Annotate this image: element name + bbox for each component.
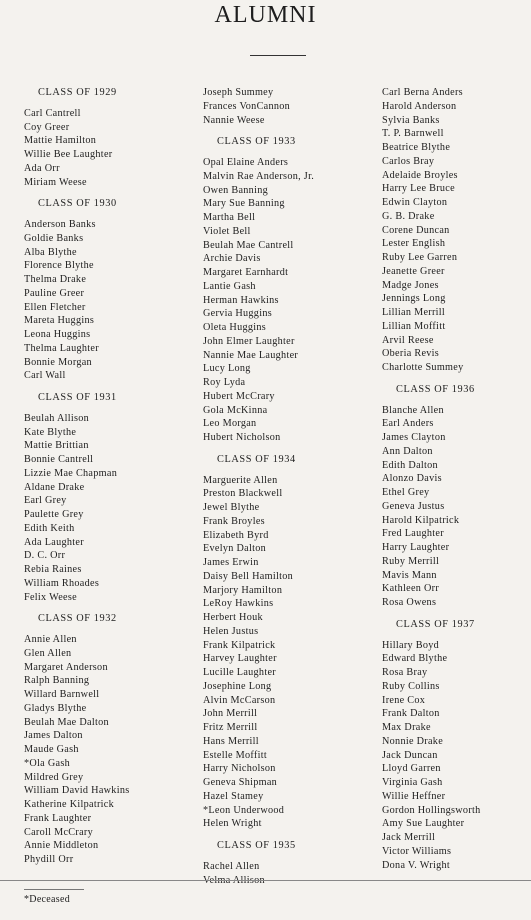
alumni-name: Lloyd Garren xyxy=(382,763,441,775)
alumni-name: Earl Grey xyxy=(24,495,67,507)
alumni-name: G. B. Drake xyxy=(382,210,435,222)
alumni-name: Gordon Hollingsworth xyxy=(382,804,481,816)
alumni-name: Hubert Nicholson xyxy=(203,432,281,443)
alumni-name: Rosa Bray xyxy=(382,667,428,678)
alumni-name: Gladys Blythe xyxy=(24,702,87,714)
alumni-name: Frank Kilpatrick xyxy=(203,639,276,651)
class-heading: CLASS OF 1932 xyxy=(38,613,117,625)
alumni-name: Earl Anders xyxy=(382,418,434,430)
alumni-name: Martha Bell xyxy=(203,212,256,223)
alumni-name: Mavis Mann xyxy=(382,569,437,581)
alumni-name: Fred Laughter xyxy=(382,528,444,540)
alumni-name: Mareta Huggins xyxy=(24,315,95,327)
class-heading: CLASS OF 1935 xyxy=(217,840,296,851)
alumni-name: D. C. Orr xyxy=(24,550,66,562)
alumni-name: Arvil Reese xyxy=(382,334,434,346)
alumni-name: Lillian Moffitt xyxy=(382,320,446,332)
alumni-name: Ralph Banning xyxy=(24,675,90,687)
alumni-name: Margaret Earnhardt xyxy=(203,267,289,278)
alumni-name: Virginia Gash xyxy=(382,777,443,788)
page-title: ALUMNI xyxy=(214,2,317,28)
alumni-name: Leo Morgan xyxy=(203,418,257,430)
alumni-name: Alba Blythe xyxy=(24,246,77,258)
alumni-name: Geneva Justus xyxy=(382,500,445,512)
alumni-name: Anderson Banks xyxy=(24,219,96,230)
alumni-name: Marguerite Allen xyxy=(203,474,278,486)
footnote-deceased: *Deceased xyxy=(24,894,71,905)
alumni-name: Lucille Laughter xyxy=(203,667,276,678)
alumni-name: Lester English xyxy=(382,238,446,250)
alumni-name: Ruby Lee Garren xyxy=(382,252,458,263)
alumni-name: Mary Sue Banning xyxy=(203,198,285,210)
alumni-name: Herman Hawkins xyxy=(203,294,279,306)
column-left xyxy=(24,86,199,867)
class-heading: CLASS OF 1936 xyxy=(396,383,475,395)
alumni-name: Florence Blythe xyxy=(24,260,94,272)
alumni-name: Opal Elaine Anders xyxy=(203,157,289,168)
class-heading: CLASS OF 1933 xyxy=(217,136,296,148)
alumni-name: Kate Blythe xyxy=(24,426,77,438)
alumni-name: Joseph Summey xyxy=(203,87,274,98)
alumni-name: Josephine Long xyxy=(203,680,272,692)
alumni-name: Dona V. Wright xyxy=(382,859,451,871)
alumni-name: Carl Cantrell xyxy=(24,107,81,119)
alumni-name: Gola McKinna xyxy=(203,404,268,416)
alumni-name: Ann Dalton xyxy=(382,445,433,457)
alumni-name: Miriam Weese xyxy=(24,176,87,188)
alumni-name: Hazel Stamey xyxy=(203,790,264,802)
alumni-name: Willie Heffner xyxy=(382,790,446,802)
alumni-name: Carl Berna Anders xyxy=(382,87,463,98)
alumni-name: Malvin Rae Anderson, Jr. xyxy=(203,170,315,182)
class-heading: CLASS OF 1934 xyxy=(217,453,296,465)
alumni-name: Amy Sue Laughter xyxy=(382,818,465,830)
alumni-name: Ada Orr xyxy=(24,162,60,174)
alumni-name: Fritz Merrill xyxy=(203,722,258,733)
alumni-name: Rebia Raines xyxy=(24,564,82,575)
alumni-name: Victor Williams xyxy=(382,845,452,857)
alumni-name: Hubert McCrary xyxy=(203,390,275,402)
alumni-name: Harold Anderson xyxy=(382,100,457,112)
alumni-name: Goldie Banks xyxy=(24,232,84,244)
alumni-name: Lizzie Mae Chapman xyxy=(24,467,118,479)
alumni-name: Herbert Houk xyxy=(203,612,263,623)
alumni-name: Lantie Gash xyxy=(203,280,256,292)
alumni-name: Mattie Brittian xyxy=(24,440,89,452)
alumni-name: Madge Jones xyxy=(382,279,439,291)
alumni-name: James Clayton xyxy=(382,432,446,443)
alumni-name: Ruby Collins xyxy=(382,680,440,692)
alumni-name: Carlos Bray xyxy=(382,155,435,167)
class-heading: CLASS OF 1931 xyxy=(38,392,117,403)
alumni-name: Paulette Grey xyxy=(24,509,84,520)
alumni-name: Thelma Laughter xyxy=(24,342,99,354)
alumni-name: Katherine Kilpatrick xyxy=(24,799,115,810)
alumni-name: Max Drake xyxy=(382,722,431,733)
alumni-name: *Ola Gash xyxy=(24,757,70,769)
alumni-name: Mattie Hamilton xyxy=(24,135,97,147)
alumni-name: Rachel Allen xyxy=(203,860,260,872)
alumni-name: Archie Davis xyxy=(203,253,261,265)
alumni-name: Bonnie Morgan xyxy=(24,356,92,368)
alumni-name: Rosa Owens xyxy=(382,597,437,608)
alumni-name: Jewel Blythe xyxy=(203,502,260,513)
alumni-name: Estelle Moffitt xyxy=(203,749,268,761)
alumni-name: Harry Laughter xyxy=(382,542,450,553)
alumni-name: Beulah Mae Cantrell xyxy=(203,239,294,251)
alumni-name: Caroll McCrary xyxy=(24,826,93,838)
alumni-name: Helen Justus xyxy=(203,625,259,637)
alumni-name: Marjory Hamilton xyxy=(203,584,283,596)
alumni-name: Nannie Mae Laughter xyxy=(203,349,299,361)
alumni-name: Adelaide Broyles xyxy=(382,169,458,181)
alumni-name: Jeanette Greer xyxy=(382,265,445,277)
alumni-name: Ruby Merrill xyxy=(382,555,440,567)
alumni-name: Willard Barnwell xyxy=(24,689,100,700)
alumni-name: Annie Middleton xyxy=(24,840,99,852)
alumni-name: Hillary Boyd xyxy=(382,639,440,651)
alumni-name: Pauline Greer xyxy=(24,287,85,299)
alumni-name: Jack Merrill xyxy=(382,832,436,843)
alumni-name: *Leon Underwood xyxy=(203,804,285,816)
alumni-name: William David Hawkins xyxy=(24,785,130,797)
alumni-name: Lillian Merrill xyxy=(382,307,446,318)
footnote-divider xyxy=(24,889,84,890)
alumni-name: Hans Merrill xyxy=(203,735,259,747)
column-middle xyxy=(203,86,378,887)
alumni-name: Sylvia Banks xyxy=(382,114,440,126)
alumni-name: John Elmer Laughter xyxy=(203,335,295,347)
alumni-name: Edward Blythe xyxy=(382,653,448,665)
alumni-name: Gervia Huggins xyxy=(203,308,272,320)
alumni-name: Aldane Drake xyxy=(24,481,85,493)
alumni-name: Leona Huggins xyxy=(24,329,91,340)
alumni-name: Frances VonCannon xyxy=(203,100,291,112)
alumni-name: Mildred Grey xyxy=(24,771,84,783)
alumni-name: Bonnie Cantrell xyxy=(24,454,94,465)
alumni-name: Nonnie Drake xyxy=(382,735,444,747)
alumni-name: Phydill Orr xyxy=(24,854,74,865)
alumni-name: Beulah Mae Dalton xyxy=(24,716,109,728)
alumni-name: Velma Allison xyxy=(203,874,265,886)
alumni-name: Alonzo Davis xyxy=(382,473,442,485)
alumni-name: James Erwin xyxy=(203,557,259,568)
alumni-name: Blanche Allen xyxy=(382,404,444,416)
class-heading: CLASS OF 1930 xyxy=(38,198,117,210)
alumni-name: Carl Wall xyxy=(24,370,66,382)
alumni-name: Alvin McCarson xyxy=(203,694,276,706)
alumni-name: Thelma Drake xyxy=(24,274,87,285)
alumni-name: Helen Wright xyxy=(203,818,262,830)
alumni-name: Edith Dalton xyxy=(382,459,438,471)
alumni-name: Coy Greer xyxy=(24,121,70,133)
alumni-name: Jennings Long xyxy=(382,293,446,305)
alumni-name: Elizabeth Byrd xyxy=(203,529,269,541)
alumni-name: T. P. Barnwell xyxy=(382,128,444,140)
alumni-name: Edith Keith xyxy=(24,522,75,534)
alumni-name: John Merrill xyxy=(203,708,258,720)
alumni-name: Oleta Huggins xyxy=(203,322,267,333)
alumni-name: William Rhoades xyxy=(24,577,100,589)
alumni-name: Harold Kilpatrick xyxy=(382,514,460,526)
alumni-name: Willie Bee Laughter xyxy=(24,149,113,160)
class-heading: CLASS OF 1937 xyxy=(396,618,475,630)
alumni-name: Harvey Laughter xyxy=(203,653,277,665)
alumni-name: Jack Duncan xyxy=(382,749,438,761)
alumni-name: Nannie Weese xyxy=(203,114,265,126)
alumni-name: Glen Allen xyxy=(24,647,72,659)
alumni-name: Corene Duncan xyxy=(382,224,450,236)
alumni-name: Oberia Revis xyxy=(382,348,440,360)
alumni-name: Daisy Bell Hamilton xyxy=(203,570,294,582)
alumni-name: Margaret Anderson xyxy=(24,661,108,673)
alumni-name: Beulah Allison xyxy=(24,412,90,424)
alumni-name: Frank Laughter xyxy=(24,812,92,824)
alumni-name: Edwin Clayton xyxy=(382,197,448,208)
class-heading: CLASS OF 1929 xyxy=(38,87,117,98)
alumni-name: Preston Blackwell xyxy=(203,488,283,500)
alumni-name: Kathleen Orr xyxy=(382,583,440,595)
alumni-name: James Dalton xyxy=(24,730,83,742)
alumni-name: Harry Lee Bruce xyxy=(382,183,455,195)
column-right xyxy=(382,86,531,872)
alumni-name: Ellen Fletcher xyxy=(24,301,86,313)
alumni-name: Geneva Shipman xyxy=(203,777,278,788)
bottom-divider xyxy=(0,880,531,881)
title-divider xyxy=(250,55,306,56)
alumni-name: Owen Banning xyxy=(203,184,268,196)
alumni-name: Roy Lyda xyxy=(203,377,246,388)
alumni-name: LeRoy Hawkins xyxy=(203,598,274,610)
alumni-name: Harry Nicholson xyxy=(203,763,276,775)
alumni-name: Violet Bell xyxy=(203,225,251,237)
alumni-name: Annie Allen xyxy=(24,634,77,645)
alumni-name: Ada Laughter xyxy=(24,536,84,548)
alumni-name: Felix Weese xyxy=(24,591,77,603)
alumni-name: Maude Gash xyxy=(24,744,79,755)
alumni-name: Evelyn Dalton xyxy=(203,543,267,555)
alumni-name: Frank Broyles xyxy=(203,515,265,527)
alumni-name: Beatrice Blythe xyxy=(382,142,451,153)
alumni-name: Frank Dalton xyxy=(382,708,440,720)
alumni-name: Lucy Long xyxy=(203,363,251,375)
alumni-name: Irene Cox xyxy=(382,694,426,706)
alumni-name: Ethel Grey xyxy=(382,487,430,498)
alumni-name: Charlotte Summey xyxy=(382,362,464,373)
